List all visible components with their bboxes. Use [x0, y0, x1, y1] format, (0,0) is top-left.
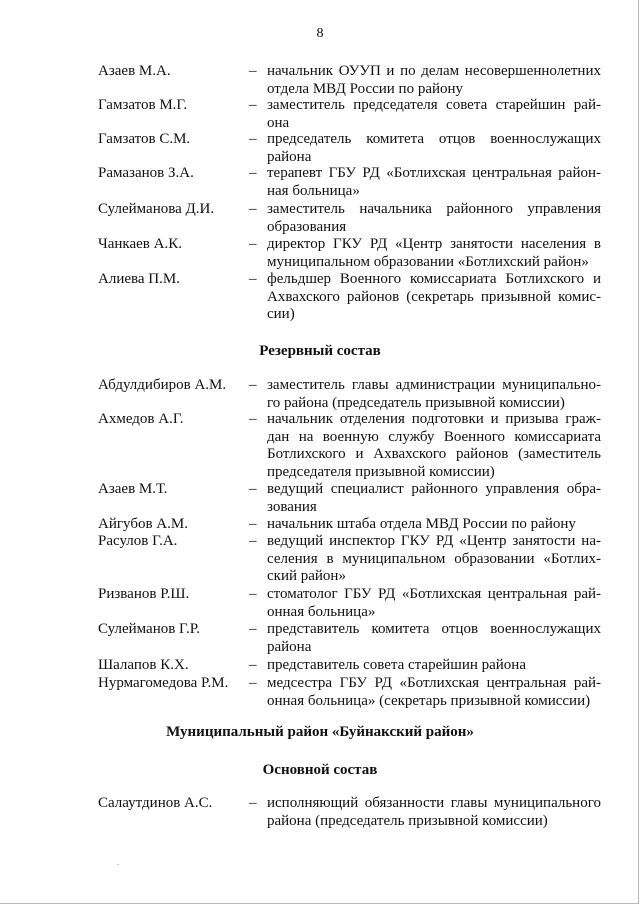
- member-role: [267, 131, 601, 166]
- role-line: го района (председатель призывной комиссии): [267, 394, 565, 411]
- role-line: района (председатель призывной комиссии): [267, 812, 548, 829]
- dash-separator: –: [249, 63, 257, 79]
- member-name: Ахмедов А.Г.: [98, 411, 184, 427]
- dash-separator: –: [249, 516, 257, 532]
- role-line: ведущий инспектор ГКУ РД «Центр занятости на-: [267, 533, 601, 549]
- member-role: [267, 621, 601, 656]
- member-name: Шалапов К.Х.: [98, 657, 189, 673]
- role-line: заместитель председателя совета старейшин рай-: [267, 97, 601, 113]
- member-role: [267, 516, 601, 534]
- role-line: терапевт ГБУ РД «Ботлихская центральная район-: [267, 165, 601, 181]
- dash-separator: –: [249, 165, 257, 181]
- member-name: Сулейманова Д.И.: [98, 201, 215, 217]
- role-line: заместитель начальника районного управления: [267, 201, 601, 217]
- member-role: [267, 271, 601, 324]
- role-line: стоматолог ГБУ РД «Ботлихская центральная рай-: [267, 586, 601, 602]
- member-role: [267, 657, 601, 675]
- role-line: Ахвахского районов (секретарь призывной комис-: [267, 288, 601, 305]
- member-name: Айгубов А.М.: [98, 516, 188, 532]
- dash-separator: –: [249, 201, 257, 217]
- heading-buinaksk-district: Муниципальный район «Буйнакский район»: [166, 724, 474, 740]
- role-line: сии): [267, 306, 295, 323]
- member-name: Ризванов Р.Ш.: [98, 586, 190, 602]
- dash-separator: –: [249, 675, 257, 691]
- role-line: начальник ОУУП и по делам несовершеннолетних: [267, 63, 601, 79]
- member-role: [267, 377, 601, 412]
- member-name: Гамзатов М.Г.: [98, 97, 188, 113]
- member-role: [267, 481, 601, 516]
- role-line: председателя призывной комиссии): [267, 463, 495, 480]
- dash-separator: –: [249, 377, 257, 393]
- member-role: [267, 586, 601, 621]
- role-line: района: [267, 638, 312, 655]
- heading-main-composition: Основной состав: [262, 762, 378, 778]
- role-line: селения в муниципальном образовании «Ботлих-: [267, 550, 601, 567]
- member-role: [267, 675, 601, 710]
- role-line: образования: [267, 218, 347, 235]
- member-role: [267, 63, 601, 98]
- member-name: Абдулдибиров А.М.: [98, 377, 227, 393]
- dash-separator: –: [249, 586, 257, 602]
- member-name: Нурмагомедова Р.М.: [98, 675, 229, 691]
- role-line: фельдшер Военного комиссариата Ботлихского и: [267, 271, 601, 287]
- role-line: Ботлихского и Ахвахского районов (заместитель: [267, 446, 601, 463]
- member-name: Рамазанов З.А.: [98, 165, 194, 181]
- role-line: директор ГКУ РД «Центр занятости населения в: [267, 236, 601, 252]
- role-line: заместитель главы администрации муниципально-: [267, 377, 601, 393]
- role-line: дан на военную службу Военного комиссариата: [267, 428, 601, 445]
- footer-mark: .: [117, 858, 119, 867]
- member-role: [267, 97, 601, 132]
- dash-separator: –: [249, 236, 257, 252]
- role-line: ная больница»: [267, 182, 360, 199]
- role-line: муниципальном образовании «Ботлихский район»: [267, 253, 589, 270]
- role-line: медсестра ГБУ РД «Ботлихская центральная рай-: [267, 675, 601, 691]
- member-role: [267, 236, 601, 271]
- dash-separator: –: [249, 795, 257, 811]
- role-line: отдела МВД России по району: [267, 80, 464, 97]
- member-role: [267, 165, 601, 200]
- dash-separator: –: [249, 97, 257, 113]
- dash-separator: –: [249, 411, 257, 427]
- dash-separator: –: [249, 271, 257, 287]
- role-line: ский район»: [267, 568, 346, 585]
- member-role: [267, 411, 601, 481]
- member-name: Алиева П.М.: [98, 271, 180, 287]
- member-name: Расулов Г.А.: [98, 533, 178, 549]
- member-role: [267, 533, 601, 586]
- member-name: Азаев М.А.: [98, 63, 171, 79]
- dash-separator: –: [249, 481, 257, 497]
- role-line: представитель комитета отцов военнослужащих: [267, 621, 601, 637]
- member-name: Салаутдинов А.С.: [98, 795, 213, 811]
- role-line: она: [267, 114, 290, 131]
- role-line: председатель комитета отцов военнослужащих: [267, 131, 601, 147]
- dash-separator: –: [249, 657, 257, 673]
- role-line: ведущий специалист районного управления обра-: [267, 481, 601, 497]
- dash-separator: –: [249, 533, 257, 549]
- role-line: зования: [267, 498, 317, 515]
- role-line: начальник штаба отдела МВД России по району: [267, 516, 576, 532]
- heading-reserve-composition: Резервный состав: [259, 343, 381, 359]
- member-name: Гамзатов С.М.: [98, 131, 191, 147]
- member-name: Сулейманов Г.Р.: [98, 621, 200, 637]
- dash-separator: –: [249, 131, 257, 147]
- role-line: представитель совета старейшин района: [267, 657, 526, 673]
- member-name: Азаев М.Т.: [98, 481, 168, 497]
- role-line: начальник отделения подготовки и призыва граж-: [267, 411, 601, 427]
- page-number: 8: [316, 26, 324, 41]
- member-name: Чанкаев А.К.: [98, 236, 182, 252]
- role-line: исполняющий обязанности главы муниципального: [267, 795, 601, 811]
- member-role: [267, 795, 601, 830]
- dash-separator: –: [249, 621, 257, 637]
- member-role: [267, 201, 601, 236]
- role-line: онная больница» (секретарь призывной комиссии): [267, 692, 591, 709]
- role-line: онная больница»: [267, 603, 376, 620]
- role-line: района: [267, 148, 312, 165]
